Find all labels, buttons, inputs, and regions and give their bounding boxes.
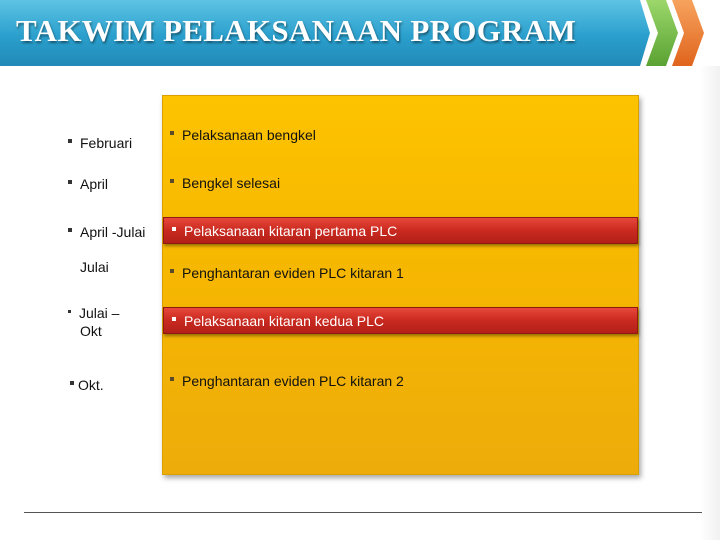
date-item-april-julai: [68, 223, 145, 241]
activity-panel: [162, 95, 639, 475]
date-item-julai-okt-line2: [80, 322, 102, 340]
bullet-icon: [170, 179, 174, 183]
bullet-icon: [68, 310, 71, 313]
date-item-julai: [80, 258, 109, 276]
date-label: April -Julai: [80, 224, 146, 240]
activity-highlight-plc-kitaran-1: [163, 217, 638, 244]
footer-divider: [24, 512, 702, 513]
date-label: Julai: [80, 259, 109, 275]
activity-label: Penghantaran eviden PLC kitaran 2: [182, 373, 404, 389]
slide-title: TAKWIM PELAKSANAAN PROGRAM: [16, 13, 577, 48]
bullet-icon: [170, 377, 174, 381]
bullet-icon: [68, 180, 72, 184]
activity-label: Pelaksanaan kitaran pertama PLC: [184, 223, 398, 239]
bullet-icon: [172, 227, 176, 231]
activity-label: Penghantaran eviden PLC kitaran 1: [182, 265, 404, 281]
right-edge-strip: [700, 66, 720, 540]
bullet-icon: [170, 131, 174, 135]
activity-item-pelaksanaan-bengkel: [170, 127, 316, 143]
bullet-icon: [172, 317, 176, 321]
activity-label: Bengkel selesai: [182, 175, 281, 191]
date-label-line1: Julai –: [79, 305, 120, 321]
activity-item-bengkel-selesai: [170, 175, 280, 191]
date-label-line2: Okt: [80, 323, 102, 339]
activity-label: Pelaksanaan bengkel: [182, 127, 316, 143]
bullet-icon: [68, 139, 72, 143]
date-label: Februari: [80, 135, 133, 151]
bullet-icon: [170, 269, 174, 273]
date-item-april: [68, 175, 108, 193]
date-label: April: [80, 176, 109, 192]
activity-item-eviden-kitaran-1: [170, 265, 404, 281]
date-item-februari: [68, 134, 132, 152]
bullet-icon: [70, 381, 74, 385]
date-item-julai-okt: [68, 304, 119, 322]
activity-label: Pelaksanaan kitaran kedua PLC: [184, 313, 385, 329]
date-label: Okt.: [78, 377, 104, 393]
date-item-okt: [70, 376, 104, 394]
bullet-icon: [68, 228, 72, 232]
activity-highlight-plc-kitaran-2: [163, 307, 638, 334]
green-chevron-icon: [646, 0, 678, 66]
activity-item-eviden-kitaran-2: [170, 373, 404, 389]
